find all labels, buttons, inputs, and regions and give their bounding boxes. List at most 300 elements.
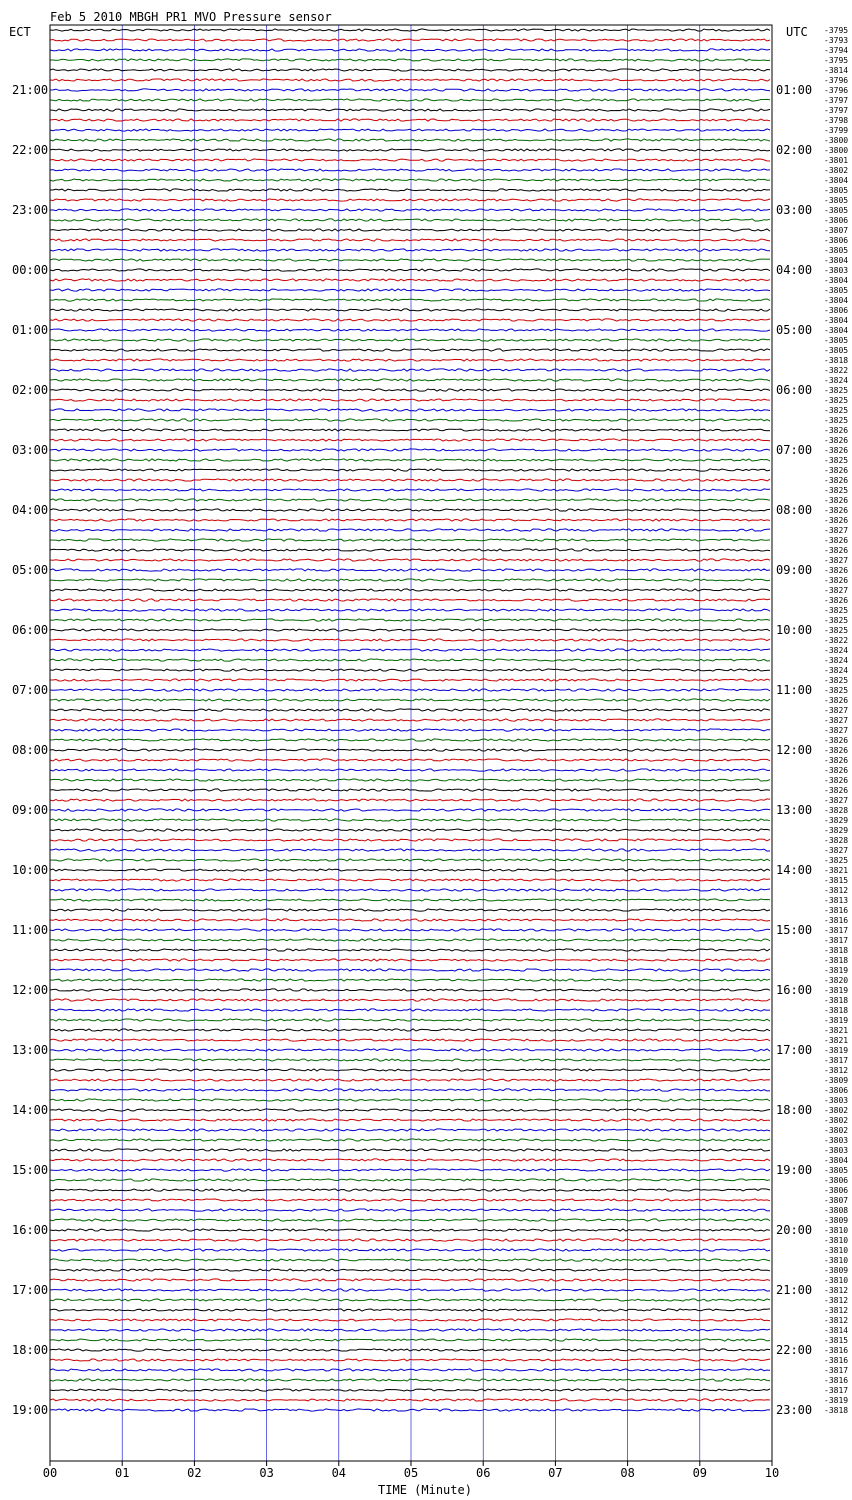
trace-row (50, 919, 770, 921)
trace-row (50, 1009, 770, 1011)
trace-row (50, 1229, 770, 1231)
row-value: -3797 (824, 106, 849, 115)
row-value: -3826 (824, 516, 849, 525)
row-value: -3826 (824, 566, 849, 575)
x-axis-label: TIME (Minute) (378, 1483, 472, 1497)
row-value: -3812 (824, 1316, 849, 1325)
trace-row (50, 229, 770, 231)
row-value: -3826 (824, 696, 849, 705)
row-value: -3813 (824, 896, 849, 905)
trace-row (50, 279, 770, 281)
trace-row (50, 1199, 770, 1201)
x-tick-label: 08 (620, 1466, 635, 1480)
row-value: -3802 (824, 1106, 849, 1115)
row-value: -3809 (824, 1076, 849, 1085)
utc-hour-label: 11:00 (776, 683, 813, 697)
trace-row (50, 1339, 770, 1341)
trace-row (50, 1099, 770, 1101)
trace-row (50, 1159, 770, 1161)
trace-row (50, 479, 770, 481)
ect-hour-label: 02:00 (12, 383, 49, 397)
row-value: -3829 (824, 826, 849, 835)
row-value: -3803 (824, 266, 849, 275)
row-value: -3805 (824, 286, 849, 295)
trace-row (50, 439, 770, 441)
trace-row (50, 1059, 770, 1061)
row-value: -3821 (824, 866, 849, 875)
row-value: -3818 (824, 356, 849, 365)
trace-row (50, 1149, 770, 1151)
trace-row (50, 1079, 770, 1081)
chart-title: Feb 5 2010 MBGH PR1 MVO Pressure sensor (50, 10, 332, 24)
x-axis-ticks (43, 1461, 779, 1480)
utc-hour-labels (776, 83, 812, 1417)
trace-row (50, 1249, 770, 1251)
trace-row (50, 389, 770, 391)
trace-row (50, 1169, 770, 1171)
row-value: -3805 (824, 246, 849, 255)
row-value: -3816 (824, 1376, 849, 1385)
row-value: -3826 (824, 436, 849, 445)
row-value: -3826 (824, 756, 849, 765)
row-value: -3825 (824, 856, 849, 865)
trace-row (50, 1019, 770, 1021)
row-value: -3826 (824, 736, 849, 745)
trace-row (50, 179, 770, 181)
row-value: -3824 (824, 656, 849, 665)
row-value: -3826 (824, 426, 849, 435)
trace-row (50, 959, 770, 961)
ect-hour-label: 06:00 (12, 623, 49, 637)
trace-row (50, 449, 770, 451)
trace-row (50, 319, 770, 321)
trace-row (50, 1129, 770, 1131)
row-value: -3824 (824, 646, 849, 655)
trace-row (50, 369, 770, 371)
row-value: -3803 (824, 1146, 849, 1155)
trace-row (50, 189, 770, 191)
trace-row (50, 849, 770, 851)
trace-row (50, 419, 770, 421)
trace-row (50, 889, 770, 891)
row-value: -3812 (824, 1286, 849, 1295)
trace-row (50, 259, 770, 261)
row-value: -3827 (824, 796, 849, 805)
trace-row (50, 399, 770, 401)
utc-hour-label: 04:00 (776, 263, 813, 277)
row-value: -3810 (824, 1256, 849, 1265)
trace-row (50, 699, 770, 701)
trace-row (50, 459, 770, 461)
trace-row (50, 1359, 770, 1361)
ect-hour-label: 14:00 (12, 1103, 49, 1117)
trace-row (50, 529, 770, 531)
row-value: -3819 (824, 966, 849, 975)
row-value: -3806 (824, 1176, 849, 1185)
x-tick-label: 02 (187, 1466, 202, 1480)
trace-row (50, 779, 770, 781)
utc-hour-label: 15:00 (776, 923, 813, 937)
trace-row (50, 739, 770, 741)
row-value: -3804 (824, 316, 849, 325)
row-value: -3810 (824, 1276, 849, 1285)
trace-row (50, 69, 770, 71)
row-value: -3820 (824, 976, 849, 985)
trace-row (50, 1279, 770, 1281)
row-value: -3826 (824, 746, 849, 755)
row-value: -3802 (824, 166, 849, 175)
row-value: -3804 (824, 176, 849, 185)
row-value: -3814 (824, 66, 849, 75)
row-value: -3802 (824, 1126, 849, 1135)
trace-row (50, 1239, 770, 1241)
trace-row (50, 39, 770, 41)
trace-row (50, 579, 770, 581)
ect-hour-label: 01:00 (12, 323, 49, 337)
row-value: -3804 (824, 326, 849, 335)
row-value: -3825 (824, 676, 849, 685)
trace-row (50, 429, 770, 431)
row-value: -3810 (824, 1246, 849, 1255)
trace-row (50, 549, 770, 551)
x-tick-label: 00 (42, 1466, 58, 1480)
row-value: -3809 (824, 1216, 849, 1225)
row-value: -3805 (824, 196, 849, 205)
row-value: -3826 (824, 536, 849, 545)
utc-hour-label: 08:00 (776, 503, 813, 517)
row-value: -3821 (824, 1036, 849, 1045)
trace-row (50, 749, 770, 751)
trace-row (50, 1119, 770, 1121)
trace-row (50, 999, 770, 1001)
row-value: -3827 (824, 706, 849, 715)
trace-row (50, 1089, 770, 1091)
row-value: -3828 (824, 806, 849, 815)
row-value: -3797 (824, 96, 849, 105)
row-value: -3804 (824, 276, 849, 285)
ect-hour-label: 03:00 (12, 443, 49, 457)
x-tick-label: 01 (114, 1466, 130, 1480)
utc-hour-label: 22:00 (776, 1343, 813, 1357)
utc-hour-label: 09:00 (776, 563, 813, 577)
row-value: -3821 (824, 1026, 849, 1035)
utc-hour-label: 01:00 (776, 83, 813, 97)
row-value: -3796 (824, 76, 849, 85)
row-value: -3822 (824, 366, 849, 375)
row-value: -3826 (824, 496, 849, 505)
trace-row (50, 519, 770, 521)
row-value: -3806 (824, 216, 849, 225)
trace-row (50, 1209, 770, 1211)
row-value: -3795 (824, 26, 849, 35)
row-value: -3826 (824, 766, 849, 775)
trace-row (50, 329, 770, 331)
row-value: -3824 (824, 376, 849, 385)
trace-row (50, 1319, 770, 1321)
row-value: -3825 (824, 416, 849, 425)
trace-row (50, 759, 770, 761)
trace-row (50, 199, 770, 201)
utc-hour-label: 02:00 (776, 143, 813, 157)
trace-row (50, 349, 770, 351)
utc-hour-label: 05:00 (776, 323, 813, 337)
trace-row (50, 99, 770, 101)
x-tick-label: 04 (331, 1466, 347, 1480)
trace-row (50, 639, 770, 641)
row-value: -3827 (824, 586, 849, 595)
row-value: -3819 (824, 1396, 849, 1405)
row-value: -3801 (824, 156, 849, 165)
row-value: -3825 (824, 456, 849, 465)
trace-row (50, 359, 770, 361)
trace-row (50, 1379, 770, 1381)
row-value: -3800 (824, 136, 849, 145)
trace-row (50, 139, 770, 141)
row-value: -3807 (824, 1196, 849, 1205)
row-value: -3809 (824, 1266, 849, 1275)
trace-row (50, 109, 770, 111)
row-value: -3816 (824, 1356, 849, 1365)
row-value: -3817 (824, 1056, 849, 1065)
trace-row (50, 879, 770, 881)
row-value: -3825 (824, 626, 849, 635)
row-value: -3817 (824, 1386, 849, 1395)
utc-hour-label: 12:00 (776, 743, 813, 757)
trace-row (50, 89, 770, 91)
row-value-labels (824, 26, 848, 1415)
trace-row (50, 409, 770, 411)
trace-rows (50, 29, 770, 1411)
row-value: -3808 (824, 1206, 849, 1215)
row-value: -3795 (824, 56, 849, 65)
trace-row (50, 559, 770, 561)
trace-row (50, 159, 770, 161)
row-value: -3806 (824, 236, 849, 245)
utc-hour-label: 13:00 (776, 803, 813, 817)
trace-row (50, 619, 770, 621)
ect-hour-label: 04:00 (12, 503, 49, 517)
trace-row (50, 1289, 770, 1291)
utc-hour-label: 16:00 (776, 983, 813, 997)
row-value: -3799 (824, 126, 849, 135)
trace-row (50, 1219, 770, 1221)
row-value: -3815 (824, 876, 849, 885)
trace-row (50, 1029, 770, 1031)
trace-row (50, 1049, 770, 1051)
utc-hour-label: 21:00 (776, 1283, 813, 1297)
trace-row (50, 839, 770, 841)
ect-hour-label: 00:00 (12, 263, 49, 277)
trace-row (50, 1389, 770, 1391)
row-value: -3805 (824, 346, 849, 355)
row-value: -3827 (824, 726, 849, 735)
trace-row (50, 609, 770, 611)
utc-hour-label: 20:00 (776, 1223, 813, 1237)
row-value: -3827 (824, 526, 849, 535)
row-value: -3796 (824, 86, 849, 95)
row-value: -3825 (824, 486, 849, 495)
row-value: -3807 (824, 226, 849, 235)
row-value: -3793 (824, 36, 849, 45)
trace-row (50, 709, 770, 711)
trace-row (50, 569, 770, 571)
ect-hour-label: 22:00 (12, 143, 49, 157)
row-value: -3827 (824, 556, 849, 565)
right-axis-label: UTC (786, 25, 808, 39)
row-value: -3816 (824, 1346, 849, 1355)
trace-row (50, 129, 770, 131)
row-value: -3826 (824, 546, 849, 555)
trace-row (50, 1369, 770, 1371)
trace-row (50, 269, 770, 271)
row-value: -3804 (824, 1156, 849, 1165)
ect-hour-label: 12:00 (12, 983, 49, 997)
row-value: -3818 (824, 1006, 849, 1015)
row-value: -3819 (824, 986, 849, 995)
trace-row (50, 239, 770, 241)
row-value: -3825 (824, 686, 849, 695)
trace-row (50, 1349, 770, 1351)
trace-row (50, 169, 770, 171)
row-value: -3816 (824, 906, 849, 915)
row-value: -3812 (824, 1306, 849, 1315)
trace-row (50, 859, 770, 861)
trace-row (50, 689, 770, 691)
trace-row (50, 979, 770, 981)
row-value: -3824 (824, 666, 849, 675)
ect-hour-label: 08:00 (12, 743, 49, 757)
row-value: -3819 (824, 1046, 849, 1055)
row-value: -3817 (824, 936, 849, 945)
trace-row (50, 659, 770, 661)
row-value: -3806 (824, 1086, 849, 1095)
trace-row (50, 719, 770, 721)
row-value: -3828 (824, 836, 849, 845)
row-value: -3817 (824, 926, 849, 935)
trace-row (50, 989, 770, 991)
row-value: -3826 (824, 476, 849, 485)
trace-row (50, 1269, 770, 1271)
trace-row (50, 289, 770, 291)
x-tick-label: 06 (475, 1466, 491, 1480)
trace-row (50, 799, 770, 801)
trace-row (50, 629, 770, 631)
trace-row (50, 1069, 770, 1071)
row-value: -3819 (824, 1016, 849, 1025)
row-value: -3818 (824, 956, 849, 965)
ect-hour-label: 23:00 (12, 203, 49, 217)
row-value: -3804 (824, 256, 849, 265)
row-value: -3826 (824, 786, 849, 795)
trace-row (50, 769, 770, 771)
ect-hour-label: 11:00 (12, 923, 49, 937)
utc-hour-label: 14:00 (776, 863, 813, 877)
trace-row (50, 119, 770, 121)
row-value: -3805 (824, 186, 849, 195)
row-value: -3805 (824, 206, 849, 215)
row-value: -3804 (824, 296, 849, 305)
row-value: -3810 (824, 1236, 849, 1245)
row-value: -3806 (824, 306, 849, 315)
x-tick-label: 03 (259, 1466, 274, 1480)
trace-row (50, 49, 770, 51)
ect-hour-label: 17:00 (12, 1283, 49, 1297)
trace-row (50, 1399, 770, 1401)
trace-row (50, 1039, 770, 1041)
row-value: -3822 (824, 636, 849, 645)
row-value: -3818 (824, 996, 849, 1005)
trace-row (50, 679, 770, 681)
ect-hour-label: 07:00 (12, 683, 49, 697)
trace-row (50, 29, 770, 31)
trace-row (50, 939, 770, 941)
left-axis-label: ECT (9, 25, 31, 39)
row-value: -3812 (824, 886, 849, 895)
utc-hour-label: 23:00 (776, 1403, 813, 1417)
row-value: -3825 (824, 396, 849, 405)
utc-hour-label: 10:00 (776, 623, 813, 637)
row-value: -3826 (824, 466, 849, 475)
row-value: -3826 (824, 576, 849, 585)
row-value: -3816 (824, 916, 849, 925)
trace-row (50, 669, 770, 671)
utc-hour-label: 06:00 (776, 383, 813, 397)
ect-hour-label: 16:00 (12, 1223, 49, 1237)
trace-row (50, 829, 770, 831)
ect-hour-labels (12, 83, 48, 1417)
row-value: -3810 (824, 1226, 849, 1235)
trace-row (50, 1109, 770, 1111)
trace-row (50, 489, 770, 491)
trace-row (50, 149, 770, 151)
trace-row (50, 209, 770, 211)
row-value: -3818 (824, 946, 849, 955)
row-value: -3825 (824, 386, 849, 395)
row-value: -3812 (824, 1066, 849, 1075)
trace-row (50, 1299, 770, 1301)
trace-row (50, 589, 770, 591)
trace-row (50, 299, 770, 301)
trace-row (50, 819, 770, 821)
x-tick-label: 07 (548, 1466, 563, 1480)
utc-hour-label: 18:00 (776, 1103, 813, 1117)
row-value: -3815 (824, 1336, 849, 1345)
row-value: -3800 (824, 146, 849, 155)
row-value: -3825 (824, 406, 849, 415)
ect-hour-label: 21:00 (12, 83, 49, 97)
trace-row (50, 899, 770, 901)
row-value: -3826 (824, 446, 849, 455)
row-value: -3825 (824, 606, 849, 615)
trace-row (50, 869, 770, 871)
trace-row (50, 469, 770, 471)
row-value: -3806 (824, 1186, 849, 1195)
trace-row (50, 789, 770, 791)
ect-hour-label: 19:00 (12, 1403, 49, 1417)
row-value: -3826 (824, 506, 849, 515)
row-value: -3827 (824, 846, 849, 855)
row-value: -3814 (824, 1326, 849, 1335)
trace-row (50, 1409, 770, 1411)
row-value: -3805 (824, 1166, 849, 1175)
trace-row (50, 1329, 770, 1331)
x-tick-label: 09 (692, 1466, 708, 1480)
trace-row (50, 339, 770, 341)
trace-row (50, 249, 770, 251)
row-value: -3817 (824, 1366, 849, 1375)
trace-row (50, 1189, 770, 1191)
trace-row (50, 649, 770, 651)
